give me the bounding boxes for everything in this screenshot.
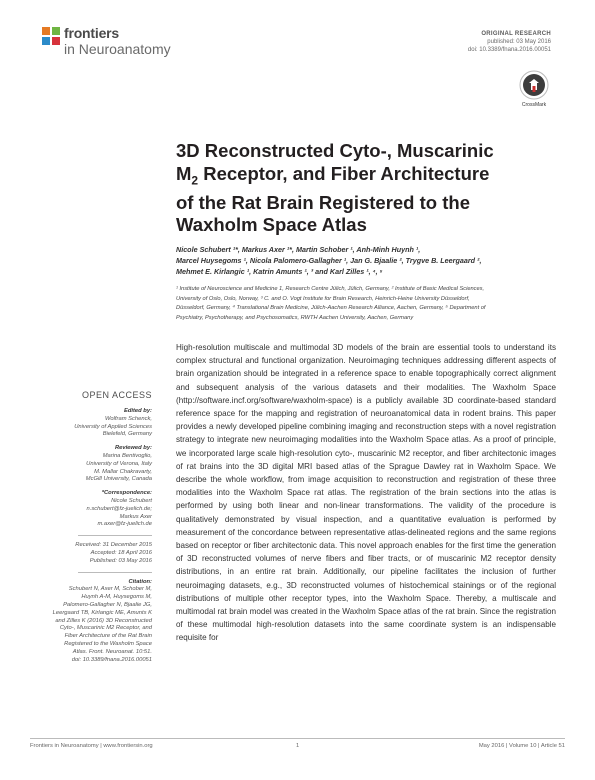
page-number: 1 (296, 743, 300, 749)
footer-journal-link[interactable]: Frontiers in Neuroanatomy | www.frontiersin.org (30, 743, 153, 749)
reviewed-by-label: Reviewed by: (114, 445, 152, 452)
citation-line: Palomero-Gallagher N, Bjaalie JG, (63, 601, 152, 608)
reviewer-line: McGill University, Canada (85, 476, 152, 483)
footer-divider (30, 738, 565, 739)
correspondence-email[interactable]: n.schubert@fz-juelich.de; (86, 505, 152, 512)
article-title (176, 140, 561, 237)
editor-line: University of Applied Sciences (74, 423, 152, 430)
title-line: of the Rat Brain Registered to the (176, 191, 470, 213)
edited-by-label: Edited by: (123, 408, 152, 414)
citation-line: Registered to the Waxholm Space (64, 640, 152, 647)
author-list (176, 244, 566, 277)
journal-name: frontiers (64, 25, 119, 41)
affiliation-line: University of Oslo, Oslo, Norway, ³ C. and O. Vogt Institute for Brain Research, Heinrich-Heine University Düsseldorf, (176, 295, 470, 302)
title-line (176, 163, 561, 192)
correspondence-label: *Correspondence: (101, 490, 152, 497)
title-subscript: 2 (191, 173, 199, 188)
reviewer-line: University of Verona, Italy (86, 460, 152, 467)
citation-line: and Zilles K (2016) 3D Reconstructed (55, 617, 152, 624)
received-date: Received: 31 December 2015 (75, 542, 152, 549)
affiliations (176, 285, 566, 323)
crossmark-badge[interactable] (517, 70, 551, 110)
citation-line: Cyto-, Muscarinic M2 Receptor, and (59, 625, 152, 632)
citation-line: Schubert N, Axer M, Schober M, (68, 586, 152, 593)
correspondence-block (30, 490, 152, 529)
footer-issue-info: May 2016 | Volume 10 | Article 51 (478, 743, 565, 749)
citation-doi[interactable]: doi: 10.3389/fnana.2016.00051 (71, 656, 152, 663)
reviewer-line: M. Mallar Chakravarty, (94, 468, 152, 475)
correspondence-name: Nicole Schubert (111, 497, 152, 504)
editor-line: Bielefeld, Germany (102, 431, 152, 438)
correspondence-name: Markus Axer (119, 513, 152, 520)
sidebar-divider (78, 572, 152, 573)
affiliation-line: Düsseldorf, Germany, ⁴ Translational Brain Medicine, Jülich-Aachen Research Alliance, Aachen, Germany, ⁵ Department of (176, 305, 486, 311)
abstract-text: High-resolution multiscale and multimodal 3D models of the brain are essential tools to understand its complex structural and functional organization. Neuroimaging techniques addressing different aspects of brain organization should be integrated in a reference space to enable topographically correct alignment and subsequent analysis of the various datasets and their modalities. The Waxholm Space (http://software.incf.org/software/waxholm-space) is a publicly available 3D coordinate-based standard reference space for the mapping and registration of neuroanatomical data in rodent brains. This paper provides a newly developed pipeline combining imaging and reconstruction steps with a novel registration strategy to integrate new neuroimaging modalities into the Waxholm Space atlas. As a proof of principle, we incorporated large scale high-resolution cyto-, muscarinic M2 receptor, and fiber architectonic images of rat brains into the 3D digital MRI based atlas of the Sprague Dawley rat in Waxholm Space. We describe the whole workflow, from image acquisition to reconstruction and registration of these three modalities into the Waxholm Space rat atlas. The registration of the brain sections into the atlas is performed by using both linear and non-linear transformations. The validity of the procedure is qualitatively demonstrated by visual inspection, and a quantitative evaluation is performed by measurement of the concordance between representative atlas-delineated regions and the same regions based on receptor or fiber architectonic data. This novel approach enables for the first time the generation of 3D reconstructed volumes of nerve fibers and fiber tracts, or of muscarinic M2 receptor density distributions, in an entire rat brain. Additionally, our pipeline facilitates the inclusion of further neuroimaging datasets, e.g., 3D reconstructed volumes of histochemical stainings or of the regional distributions of multiple other receptor types, into the Waxholm Space. Thereby, a multiscale and multimodal rat brain model was created in the Waxholm Space atlas of the rat brain. Since the registration of these multimodal high-resolution datasets into the same coordinate system is an indispensable requisite for (176, 343, 556, 643)
sidebar-divider (78, 535, 152, 536)
reviewed-by-block (30, 445, 152, 484)
citation-label: Citation: (128, 578, 152, 585)
article-meta (468, 30, 551, 54)
title-line: Waxholm Space Atlas (176, 214, 367, 236)
title-text: Receptor, and Fiber Architecture (198, 162, 490, 184)
author-line: Mehmet E. Kirlangic ¹, Katrin Amunts ¹, ³ and Karl Zilles ¹, ⁴, ⁵ (176, 267, 383, 276)
author-line: Nicole Schubert ¹*, Markus Axer ¹*, Martin Schober ¹, Anh-Minh Huynh ¹, (176, 245, 421, 254)
published-date-sidebar: Published: 03 May 2016 (89, 557, 152, 564)
journal-subtitle: in Neuroanatomy (64, 41, 171, 57)
dates-block (30, 542, 152, 565)
frontiers-logo-icon (42, 27, 60, 45)
citation-block (30, 579, 152, 665)
title-line: 3D Reconstructed Cyto-, Muscarinic (176, 140, 494, 161)
title-text: M (176, 162, 192, 184)
reviewer-line: Marina Bentivoglio, (102, 452, 152, 459)
published-date: published: 03 May 2016 (487, 39, 551, 45)
article-sidebar (30, 390, 152, 670)
article-type: ORIGINAL RESEARCH (481, 31, 551, 37)
accepted-date: Accepted: 18 April 2016 (90, 549, 152, 556)
open-access-label: OPEN ACCESS (81, 390, 152, 400)
crossmark-icon (517, 70, 551, 102)
citation-line: Huynh A-M, Huysegoms M, (81, 594, 152, 601)
affiliation-line: Psychiatry, Psychotherapy, and Psychosomatics, RWTH Aachen University, Aachen, Germany (176, 314, 414, 321)
doi-link[interactable]: doi: 10.3389/fnana.2016.00051 (467, 47, 551, 53)
citation-line: Fiber Architecture of the Rat Brain (64, 633, 152, 640)
affiliation-line: ¹ Institute of Neuroscience and Medicine 1, Research Centre Jülich, Jülich, Germany, ² Institute of Basic Medical Sciences, (176, 286, 485, 292)
crossmark-label: CrossMark (521, 102, 547, 108)
author-line: Marcel Huysegoms ¹, Nicola Palomero-Gallagher ¹, Jan G. Bjaalie ², Trygve B. Leergaard ², (176, 256, 482, 265)
edited-by-block (30, 408, 152, 439)
citation-line: Leergaard TB, Kirlangic ME, Amunts K (52, 609, 152, 616)
citation-line: Atlas. Front. Neuroanat. 10:51. (72, 648, 152, 655)
editor-line: Wolfram Schenck, (104, 415, 152, 422)
journal-logo[interactable] (42, 25, 202, 61)
correspondence-email[interactable]: m.axer@fz-juelich.de (97, 521, 152, 528)
